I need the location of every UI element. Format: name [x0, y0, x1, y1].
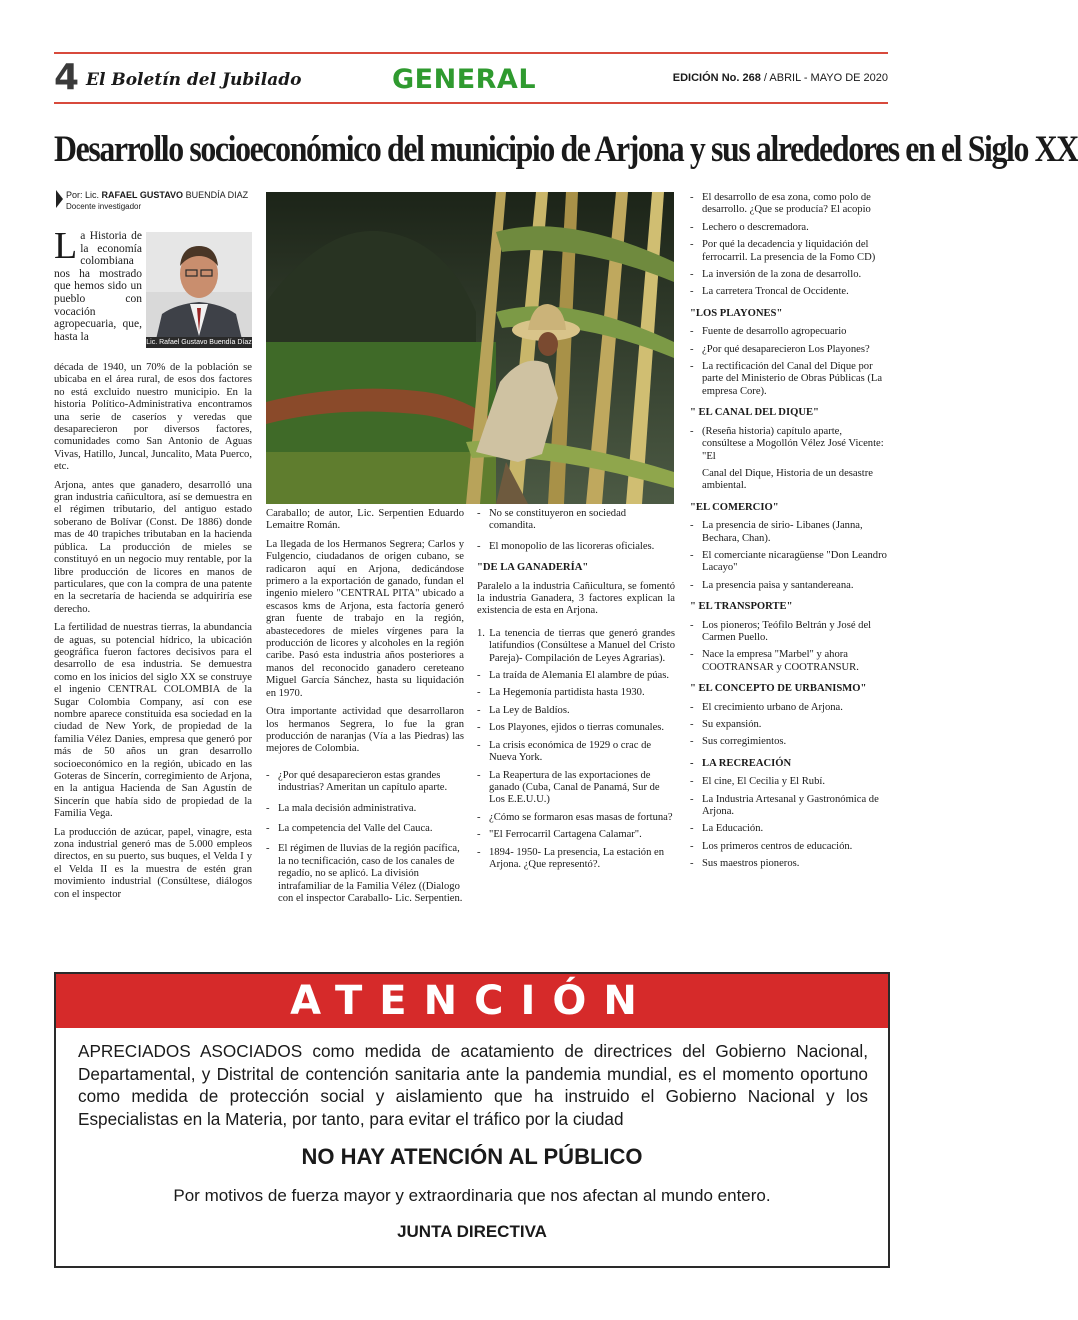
author-photo [146, 232, 252, 348]
intro-text [54, 225, 142, 343]
paper-name: El Boletín del Jubilado [86, 70, 302, 90]
edition-label: EDICIÓN [672, 72, 719, 84]
col3-item: - La traída de Alemania El alambre de púas. [477, 670, 675, 682]
col4-heading-transporte: " EL TRANSPORTE" [690, 601, 793, 613]
col3-item: - 1894- 1950- La presencia, La estación en Arjona. ¿Que representó?. [477, 847, 675, 872]
top-rule [54, 52, 888, 54]
column-4 [690, 192, 888, 876]
col4-item: - La rectificación del Canal del Dique por parte del Ministerio de Obras Públicas (La empresa Core). [690, 361, 888, 398]
byline-role: Docente investigador [66, 202, 142, 211]
col4-item: - El crecimiento urbano de Arjona. [690, 702, 888, 714]
col4-item: - La presencia paisa y santandereana. [690, 580, 888, 592]
col1-paragraph: La producción de azúcar, papel, vinagre, esta zona industrial generó mas de 5.000 empleos directos, en su puerto, sus buques, el Velda I y el Velda II es la muestra de estén gran movimiento industrial (Consúltese, diálogos con el inspector [54, 826, 252, 900]
col1-paragraph: década de 1940, un 70% de la población se ubicaba en el área rural, de esos dos factores no está excluido nuestro municipio. En la historia Político-Administrativa encontramos una serie de caseríos y veredas que desaparecieron por diversos factores, comunidades como San Antonio de Aguas Vivas, Hatillo, Juncal, Juncalito, Mata Puerco, etc. [54, 362, 252, 473]
col3-item: - La Ley de Baldíos. [477, 705, 675, 717]
col4-item: - Nace la empresa "Marbel" y ahora COOTRANSAR y COOTRANSUR. [690, 649, 888, 674]
column-2 [266, 508, 464, 910]
col2-paragraph: La llegada de los Hermanos Segrera; Carlos y Fulgencio, ciudadanos de origen cubano, se radicaron aquí en Arjona, dedicándose primero a la exportación de ganado, fundan el ingenio mielero "CENTRAL PITA" ubicado a escasos kms de Arjona, esta factoría generó gran fuente de trabajo en la región, abastecedores de mieles vírgenes para la producción de licores y alcoholes en la región caribe. Pasó esta industria años posteriores a manos del reconocido ganadero cereteano Miguel García Sánchez, hasta su liquidación en 1970. [266, 538, 464, 699]
col3-item: - La Hegemonía partidista hasta 1930. [477, 687, 675, 699]
attention-banner [56, 974, 888, 1028]
author-photo-caption: Lic. Rafael Gustavo Buendía Díaz [146, 339, 252, 346]
col4-paragraph: Canal del Dique, Historia de un desastre ambiental. [702, 467, 873, 492]
edition-date: / ABRIL - MAYO DE 2020 [763, 72, 888, 84]
col4-item: - Sus maestros pioneros. [690, 858, 888, 870]
sugarcane-photo [266, 192, 674, 504]
col4-heading-comercio: "EL COMERCIO" [690, 501, 779, 513]
edition-number: No. 268 [721, 72, 761, 84]
attention-notice [54, 972, 890, 1268]
col3-item: - No se constituyeron en sociedad comandita. [477, 508, 675, 533]
col3-paragraph: Paralelo a la industria Cañicultura, se fomentó la industria Ganadera, 3 factores explican la existencia de esta en Arjona. [477, 580, 675, 617]
col3-item: - "El Ferrocarril Cartagena Calamar". [477, 829, 675, 841]
col3-item: - El monopolio de las licoreras oficiales. [477, 541, 675, 553]
col4-item: - La carretera Troncal de Occidente. [690, 286, 888, 298]
intro-beside-photo: a Historia de la economía colombiana nos ha mostrado que hemos sido un pueblo con vocación agropecuaria, que, hasta la [54, 230, 142, 343]
attention-reason: Por motivos de fuerza mayor y extraordinaria que nos afectan al mundo entero. [173, 1186, 771, 1205]
header-rule [54, 102, 888, 104]
col3-numbered-item: 1. La tenencia de tierras que generó grandes latifundios (Consúltese a Manuel del Cristo Pareja)- Compilación de Leyes Agrarias). [477, 627, 675, 664]
col4-item: - Fuente de desarrollo agropecuario [690, 326, 888, 338]
byline-name: RAFAEL GUSTAVO [101, 190, 184, 200]
column-3 [477, 508, 675, 876]
author-portrait-icon [146, 232, 252, 348]
byline-surname: BUENDÍA DIAZ [185, 190, 249, 200]
column-1 [54, 362, 252, 907]
col4-item: - La Industria Artesanal y Gastronómica de Arjona. [690, 794, 888, 819]
col3-item: - La crisis económica de 1929 o crac de Nueva York. [477, 740, 675, 765]
byline-arrow-icon [56, 190, 63, 208]
col2-paragraph: Caraballo; de autor, Lic. Serpentien Eduardo Lemaitre Román. [266, 508, 464, 532]
col3-item: - ¿Cómo se formaron esas masas de fortuna? [477, 812, 675, 824]
section-title: GENERAL [392, 64, 537, 95]
col3-item: - Los Playones, ejidos o tierras comunales. [477, 722, 675, 734]
col4-item: - (Reseña historia) capítulo aparte, consúltese a Mogollón Vélez José Vicente: "El [690, 426, 888, 463]
col3-item: - La Reapertura de las exportaciones de ganado (Cuba, Canal de Panamá, Sur de Los E.E.U.U.) [477, 770, 675, 807]
byline-prefix: Por: Lic. [66, 190, 100, 200]
col4-heading-urbanismo: " EL CONCEPTO DE URBANISMO" [690, 683, 867, 695]
attention-body: APRECIADOS ASOCIADOS como medida de acatamiento de directrices del Gobierno Nacional, Departamental, y Distrital de contención sanitaria ante la pandemia mundial, es el momento oportuno como medida de protección social y aislamiento que ha instruido el Gobierno Nacional y los Especialistas en la Materia, por tanto, para evitar el tráfico por la ciudad [78, 1041, 868, 1129]
col4-item: - Su expansión. [690, 719, 888, 731]
col4-item: - La presencia de sirio- Libanes (Janna, Bechara, Chan). [690, 520, 888, 545]
col4-item: - El cine, El Cecilia y El Rubí. [690, 776, 888, 788]
edition-info [673, 72, 888, 84]
col4-item: - La Educación. [690, 823, 888, 835]
col4-heading-recreacion: - LA RECREACIÓN [690, 758, 888, 770]
col1-paragraph: La fertilidad de nuestras tierras, la abundancia de aguas, su potencial hídrico, la ubicación geográfica fueron factores decisivos para el desarrollo de esa industria. Se demuestra como en los inicios del siglo XX se construye el ingenio CENTRAL COLOMBIA de la Sugar Colombia Company, así con ese nombre aparece constituida esa sociedad en la ciudad de New York, de propiedad de la familia Vélez Danies, empresa que generó por más de 50 años un gran desarrollo socioeconómico en la región, ubicado en las Goteras de Sincerín, corregimiento de Arjona, en la antigua Hacienda de San Agustín de Sincerín que había sido de propiedad de la Familia Vega. [54, 622, 252, 820]
col4-item: - Sus corregimientos. [690, 736, 888, 748]
col4-item: - Los pioneros; Teófilo Beltrán y José del Carmen Puello. [690, 620, 888, 645]
sugarcane-worker-icon [266, 192, 674, 504]
col4-item: - La inversión de la zona de desarrollo. [690, 269, 888, 281]
col4-heading-canal: " EL CANAL DEL DIQUE" [690, 407, 819, 419]
drop-cap: L [54, 225, 78, 267]
col4-heading-playones: "LOS PLAYONES" [690, 307, 783, 319]
byline [56, 190, 256, 212]
attention-headline: NO HAY ATENCIÓN AL PÚBLICO [301, 1144, 643, 1169]
col2-item: - La mala decisión administrativa. [266, 803, 464, 815]
col4-item: - ¿Por qué desaparecieron Los Playones? [690, 344, 888, 356]
article-headline: Desarrollo socioeconómico del municipio de Arjona y sus alrededores en el Siglo XX [54, 129, 1078, 170]
col2-item: - La competencia del Valle del Cauca. [266, 823, 464, 835]
col4-item: - Lechero o descremadora. [690, 222, 888, 234]
attention-title: ATENCIÓN [290, 978, 654, 1024]
col2-item: - El régimen de lluvias de la región pacífica, la no tecnificación, caso de los canales de regadío, no se aplicó. La división intrafamiliar de la Familia Vélez ((Dialogo con el inspector Caraballo- Lic. Serpentien. [266, 843, 464, 905]
col4-item: - Los primeros centros de educación. [690, 841, 888, 853]
col4-item: - El desarrollo de esa zona, como polo de desarrollo. ¿Que se producía? El acopio [690, 192, 888, 217]
col2-item: - ¿Por qué desaparecieron estas grandes industrias? Ameritan un capítulo aparte. [266, 770, 464, 795]
col4-item: - El comerciante nicaragüense "Don Leandro Lacayo" [690, 550, 888, 575]
col2-paragraph: Otra importante actividad que desarrollaron los hermanos Segrera, lo fue la gran producción de naranjas (Vía a las Piedras) las mejores de Colombia. [266, 706, 464, 755]
col3-heading: "DE LA GANADERÍA" [477, 562, 589, 574]
col4-item: - Por qué la decadencia y liquidación del ferrocarril. La presencia de la Fomo CD) [690, 239, 888, 264]
col1-paragraph: Arjona, antes que ganadero, desarrolló una gran industria cañicultora, así se demuestra en el régimen tributario, del antiguo estado soberano de Bolívar (Const. De 1886) donde mas de 40 trapiches tributaban en la hacienda pública. La producción de mieles se constituyó en un negocio muy rentable, por la libre producción de licores en manos de particulares, que con la compra de una patente en la secretaría de hacienda se adquiriría ese derecho. [54, 479, 252, 615]
attention-signature: JUNTA DIRECTIVA [397, 1222, 547, 1241]
page-number: 4 [54, 57, 80, 98]
